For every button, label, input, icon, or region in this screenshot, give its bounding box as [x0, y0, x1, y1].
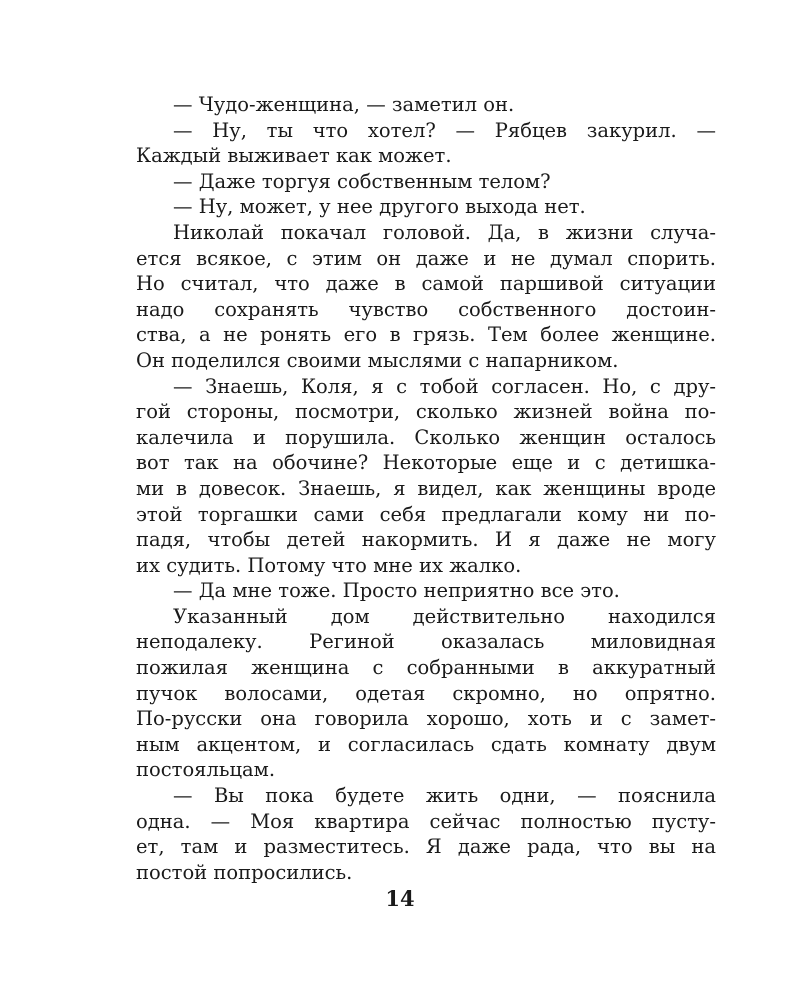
- text-line: гой стороны, посмотри, сколько жизней война по-: [136, 400, 716, 424]
- page-number: 14: [385, 886, 415, 911]
- text-line: надо сохранять чувство собственного достоин-: [136, 297, 716, 321]
- text-line: — Чудо-женщина, — заметил он.: [173, 93, 515, 116]
- text-line: — Вы пока будете жить одни, — пояснила: [173, 784, 716, 808]
- text-line: Николай покачал головой. Да, в жизни случа-: [173, 220, 716, 244]
- text-line: — Ну, может, у нее другого выхода нет.: [173, 195, 586, 219]
- text-line: Указанный дом действительно находился: [173, 604, 716, 628]
- text-line: Каждый выживает как может.: [136, 144, 452, 168]
- text-line: калечила и порушила. Сколько женщин осталось: [136, 425, 716, 449]
- text-line: — Даже торгуя собственным телом?: [173, 169, 551, 193]
- text-line: ми в довесок. Знаешь, я видел, как женщины вроде: [136, 476, 716, 500]
- text-line: пожилая женщина с собранными в аккуратный: [136, 656, 716, 680]
- text-line: ется всякое, с этим он даже и не думал спорить.: [136, 246, 716, 270]
- text-line: По-русски она говорила хорошо, хоть и с замет-: [136, 707, 716, 731]
- text-line: неподалеку. Региной оказалась миловидная: [136, 630, 716, 654]
- text-line: ным акцентом, и согласилась сдать комнату двум: [136, 732, 716, 756]
- text-line: Он поделился своими мыслями с напарником.: [136, 348, 619, 372]
- text-line: — Ну, ты что хотел? — Рябцев закурил. —: [173, 118, 716, 142]
- text-line: одна. — Моя квартира сейчас полностью пусту-: [136, 809, 716, 833]
- text-line: падя, чтобы детей накормить. И я даже не могу: [136, 528, 716, 552]
- page-body: [136, 92, 716, 885]
- text-line: постояльцам.: [136, 758, 276, 782]
- text-line: — Да мне тоже. Просто неприятно все это.: [173, 579, 620, 603]
- text-line: постой попросились.: [136, 860, 353, 884]
- text-line: пучок волосами, одетая скромно, но опрятно.: [136, 681, 716, 705]
- text-line: ет, там и разместитесь. Я даже рада, что вы на: [136, 835, 716, 859]
- text-line: этой торгашки сами себя предлагали кому ни по-: [136, 502, 716, 526]
- text-line: Но считал, что даже в самой паршивой ситуации: [136, 272, 716, 296]
- text-line: — Знаешь, Коля, я с тобой согласен. Но, с дру-: [173, 374, 716, 398]
- text-line: их судить. Потому что мне их жалко.: [136, 553, 522, 577]
- text-line: вот так на обочине? Некоторые еще и с детишка-: [136, 451, 716, 475]
- text-line: ства, а не ронять его в грязь. Тем более женщине.: [136, 323, 716, 347]
